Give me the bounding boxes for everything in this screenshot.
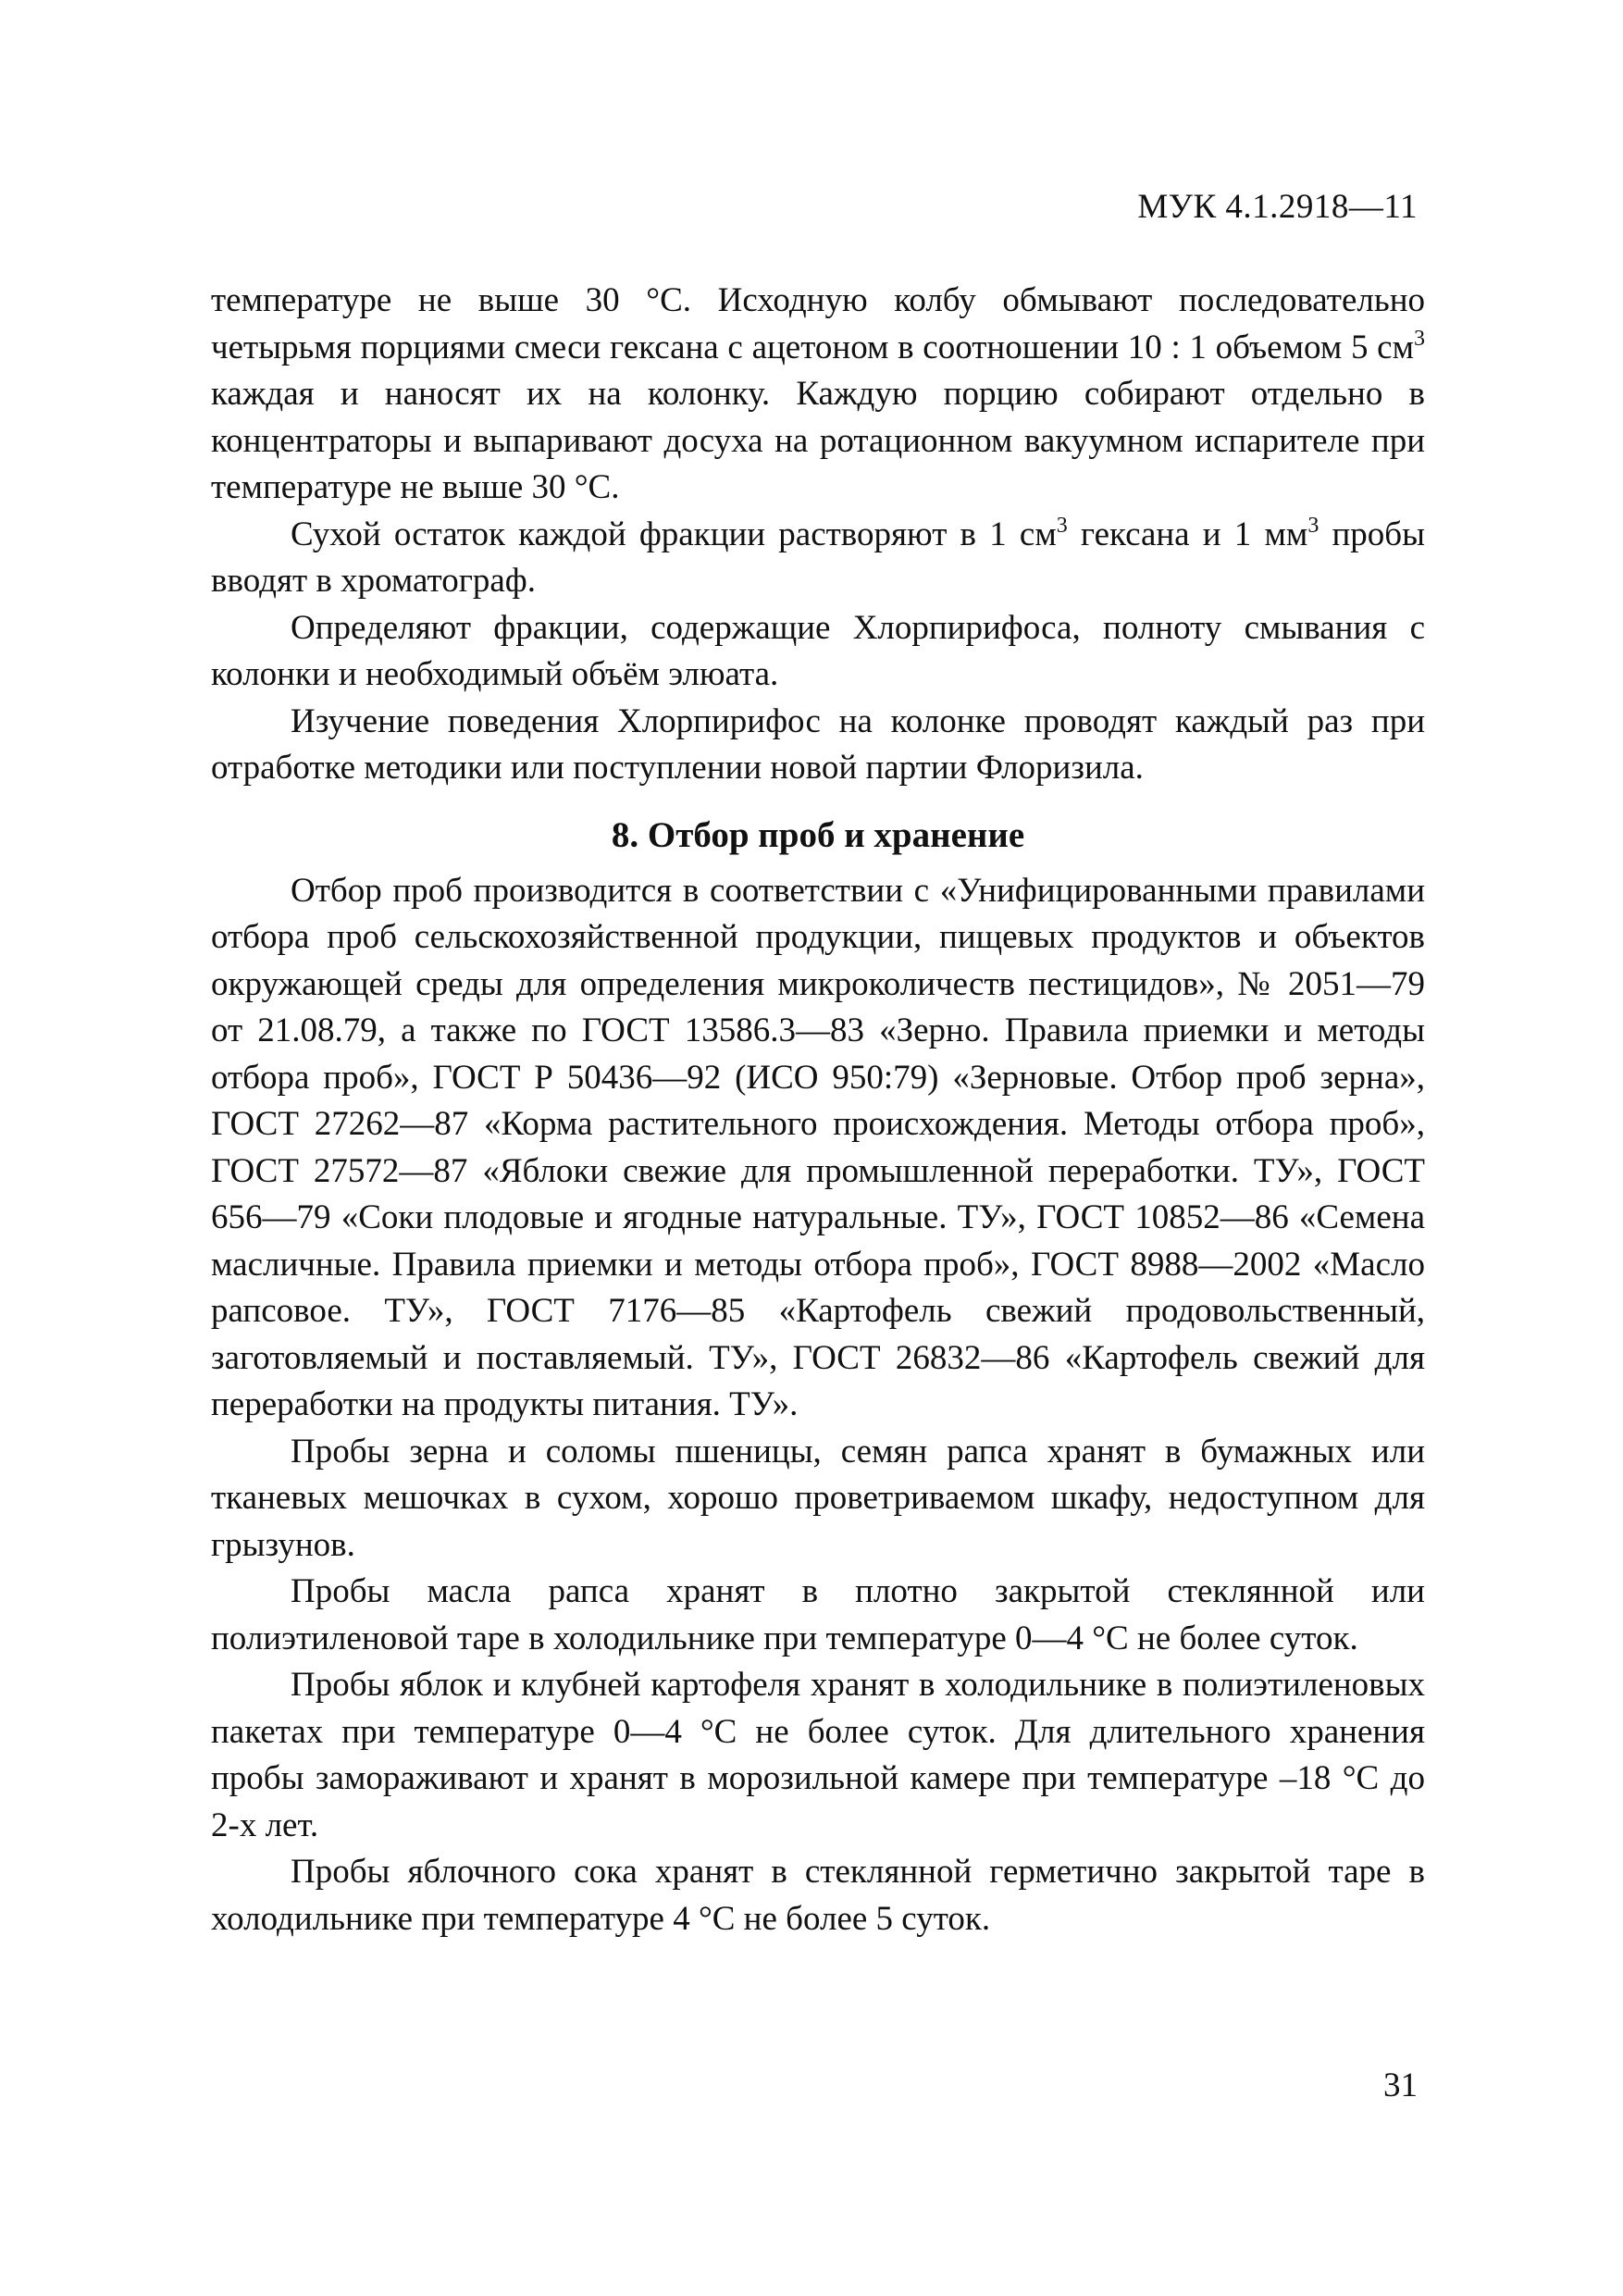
paragraph-text: пробы вводят в хроматограф. [211,515,1425,600]
paragraph-dry-residue [211,512,1425,605]
paragraph-sampling-standards: Отбор проб производится в соответствии с «Унифицированными правилами отбора проб сельскохозяйственной продукции, пищевых продуктов и объектов окружающей среды для определения микроколичеств пестицидов», № 2051—79 от 21.08.79, а также по ГОСТ 13586.3—83 «Зерно. Правила приемки и методы отбора проб», ГОСТ Р 50436—92 (ИСО 950:79) «Зерновые. Отбор проб зерна», ГОСТ 27262—87 «Корма растительного происхождения. Методы отбора проб», ГОСТ 27572—87 «Яблоки свежие для промышленной переработки. ТУ», ГОСТ 656—79 «Соки плодовые и ягодные натуральные. ТУ», ГОСТ 10852—86 «Семена масличные. Правила приемки и методы отбора проб», ГОСТ 8988—2002 «Масло рапсовое. ТУ», ГОСТ 7176—85 «Картофель свежий продовольственный, заготовляемый и поставляемый. ТУ», ГОСТ 26832—86 «Картофель свежий для переработки на продукты питания. ТУ». [211,871,1425,1423]
paragraph-continuation [211,278,1425,512]
superscript: 3 [1307,513,1319,538]
paragraph-juice-storage: Пробы яблочного сока хранят в стеклянной герметично закрытой таре в холодильнике при температуре 4 °С не более 5 суток. [211,1853,1425,1938]
superscript: 3 [1056,513,1068,538]
paragraph-text: Сухой остаток каждой фракции растворяют в 1 см [291,515,1057,553]
running-header: МУК 4.1.2918—11 [1137,188,1418,226]
paragraph-text: каждая и наносят их на колонку. Каждую порцию собирают отдельно в концентраторы и выпаривают досуха на ротационном вакуумном испарителе при температуре не выше 30 °С. [211,375,1425,506]
section-heading: 8. Отбор проб и хранение [611,814,1025,855]
paragraph-grain-storage: Пробы зерна и соломы пшеницы, семян рапса хранят в бумажных или тканевых мешочках в сухом, хорошо проветриваемом шкафу, недоступном для грызунов. [211,1432,1425,1564]
paragraph-text: температуре не выше 30 °С. Исходную колбу обмывают последовательно четырьмя порциями смеси гексана с ацетоном в соотношении 10 : 1 объемом 5 см [211,281,1425,366]
paragraph-text: гексана и 1 мм [1067,515,1308,553]
body-text [211,278,1425,1942]
paragraph-apple-potato-storage: Пробы яблок и клубней картофеля хранят в холодильнике в полиэтиленовых пакетах при температуре 0—4 °С не более суток. Для длительного хранения пробы замораживают и хранят в морозильной камере при температуре –18 °С до 2-х лет. [211,1666,1425,1844]
page-number: 31 [1383,2066,1418,2104]
paragraph-oil-storage: Пробы масла рапса хранят в плотно закрытой стеклянной или полиэтиленовой таре в холодильнике при температуре 0—4 °С не более суток. [211,1572,1425,1657]
paragraph-column-study: Изучение поведения Хлорпирифос на колонке проводят каждый раз при отработке методики или поступлении новой партии Флоризила. [211,701,1425,787]
paragraph-fractions: Определяют фракции, содержащие Хлорпирифоса, полноту смывания с колонки и необходимый объём элюата. [211,608,1425,693]
superscript: 3 [1414,326,1425,351]
